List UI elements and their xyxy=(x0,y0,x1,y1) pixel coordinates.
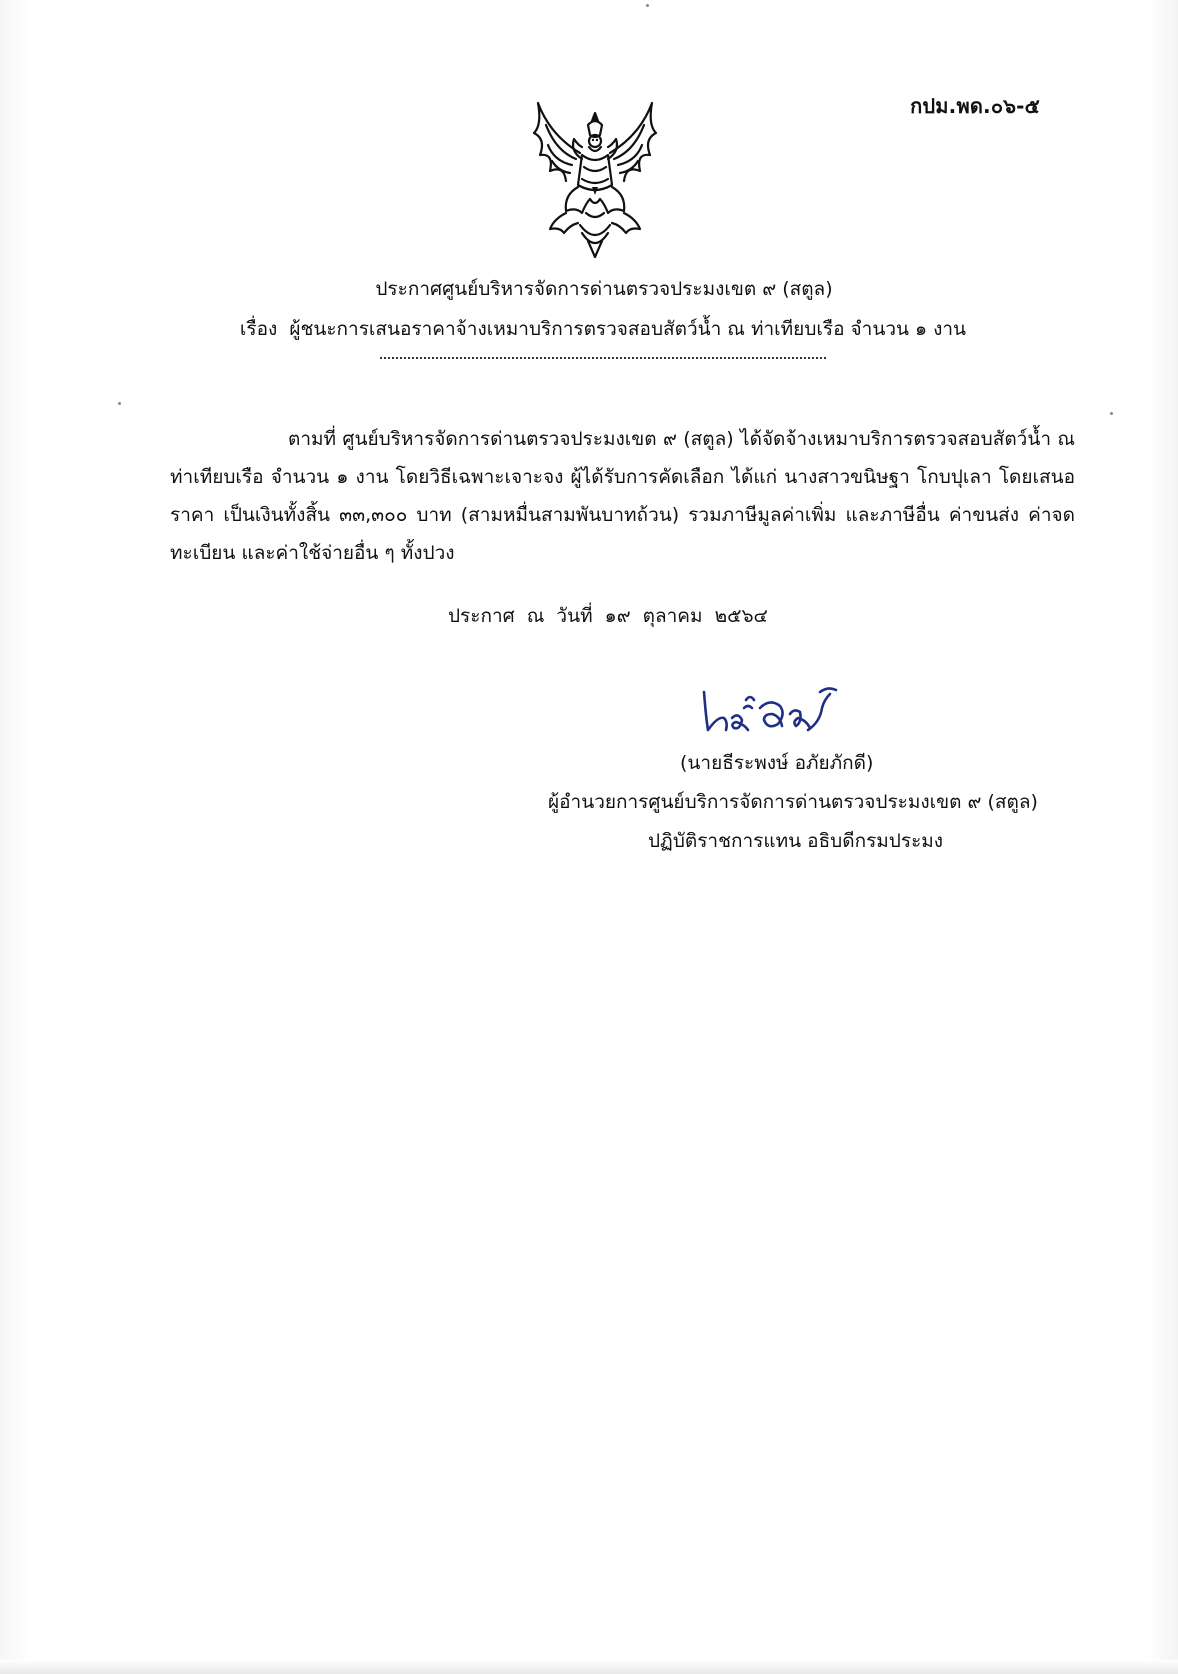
body-paragraph: ตามที่ ศูนย์บริหารจัดการด่านตรวจประมงเขต ๙ (สตูล) ได้จัดจ้างเหมาบริการตรวจสอบสัตว์น้ำ ณ ท่าเทียบเรือ จำนวน ๑ งาน โดยวิธีเฉพาะเจาะจง ผู้ได้รับการคัดเลือก ได้แก่ นางสาวขนิษฐา โกบปุเลา โดยเสนอราคา เป็นเงินทั้งสิ้น ๓๓,๓๐๐ บาท (สามหมื่นสามพันบาทถ้วน) รวมภาษีมูลค่าเพิ่ม และภาษีอื่น ค่าขนส่ง ค่าจดทะเบียน และค่าใช้จ่ายอื่น ๆ ทั้งปวง xyxy=(170,428,1075,564)
signer-acting: ปฏิบัติราชการแทน อธิบดีกรมประมง xyxy=(648,830,944,852)
scan-speck xyxy=(118,402,121,405)
scan-speck xyxy=(1110,412,1113,415)
scan-speck xyxy=(646,4,649,7)
signer-title: ผู้อำนวยการศูนย์บริการจัดการด่านตรวจประมงเขต ๙ (สตูล) xyxy=(548,791,1038,813)
announcement-body xyxy=(170,420,1075,572)
announcement-title: ประกาศศูนย์บริหารจัดการด่านตรวจประมงเขต ๙ (สตูล) xyxy=(375,278,833,300)
subject-label: เรื่อง xyxy=(239,318,278,340)
garuda-emblem-icon xyxy=(520,95,670,260)
signature-icon xyxy=(698,678,848,743)
announcement-subject xyxy=(0,314,1178,344)
announcement-date: ประกาศ ณ วันที่ ๑๙ ตุลาคม ๒๕๖๔ xyxy=(448,605,768,627)
form-code: กปม.พด.๐๖-๕ xyxy=(910,94,1040,118)
dotted-divider xyxy=(380,357,826,359)
signer-name: (นายธีระพงษ์ อภัยภักดี) xyxy=(680,752,874,774)
subject-text: ผู้ชนะการเสนอราคาจ้างเหมาบริการตรวจสอบสัตว์น้ำ ณ ท่าเทียบเรือ จำนวน ๑ งาน xyxy=(289,318,967,340)
scan-edge xyxy=(0,1660,1178,1674)
